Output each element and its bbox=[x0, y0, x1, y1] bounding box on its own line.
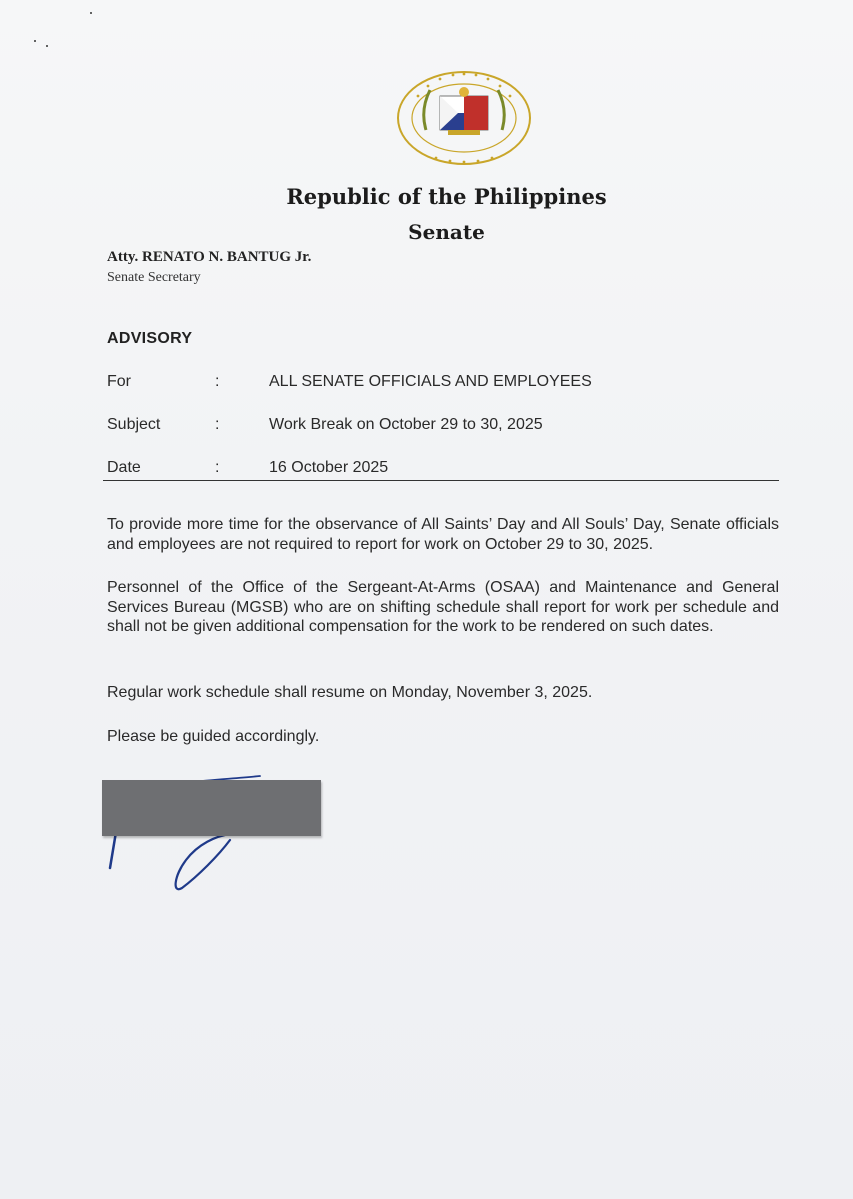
paper-speck bbox=[46, 45, 48, 47]
paper-speck bbox=[34, 40, 36, 42]
redaction-block bbox=[102, 780, 321, 836]
sender-name: Atty. RENATO N. BANTUG Jr. bbox=[107, 249, 312, 265]
meta-value: ALL SENATE OFFICIALS AND EMPLOYEES bbox=[269, 373, 592, 390]
document-heading: ADVISORY bbox=[107, 330, 193, 347]
senate-seal-logo bbox=[396, 70, 532, 166]
body-paragraph: To provide more time for the observance of All Saints’ Day and All Souls’ Day, Senate officials and employees are not required to report for work on October 29 to 30, 2025. bbox=[107, 516, 779, 553]
letterhead-senate: Senate bbox=[408, 220, 485, 244]
sender-role: Senate Secretary bbox=[107, 270, 201, 285]
meta-value: 16 October 2025 bbox=[269, 459, 389, 476]
sender-block bbox=[107, 249, 311, 286]
meta-label: Subject bbox=[107, 416, 161, 433]
body-paragraph: Regular work schedule shall resume on Monday, November 3, 2025. bbox=[107, 684, 593, 701]
header-divider bbox=[103, 480, 779, 481]
meta-colon: : bbox=[215, 459, 220, 476]
meta-colon: : bbox=[215, 416, 220, 433]
meta-value: Work Break on October 29 to 30, 2025 bbox=[269, 416, 543, 433]
letterhead-republic: Republic of the Philippines bbox=[286, 184, 607, 209]
paper-speck bbox=[90, 12, 92, 14]
meta-colon: : bbox=[215, 373, 220, 390]
meta-label: Date bbox=[107, 459, 141, 476]
meta-label: For bbox=[107, 373, 131, 390]
body-paragraph: Personnel of the Office of the Sergeant-At-Arms (OSAA) and Maintenance and General Services Bureau (MGSB) who are on shifting schedule shall report for work per schedule and shall not be given additional compensation for the work to be rendered on such dates. bbox=[107, 579, 779, 635]
body-paragraph: Please be guided accordingly. bbox=[107, 728, 320, 745]
